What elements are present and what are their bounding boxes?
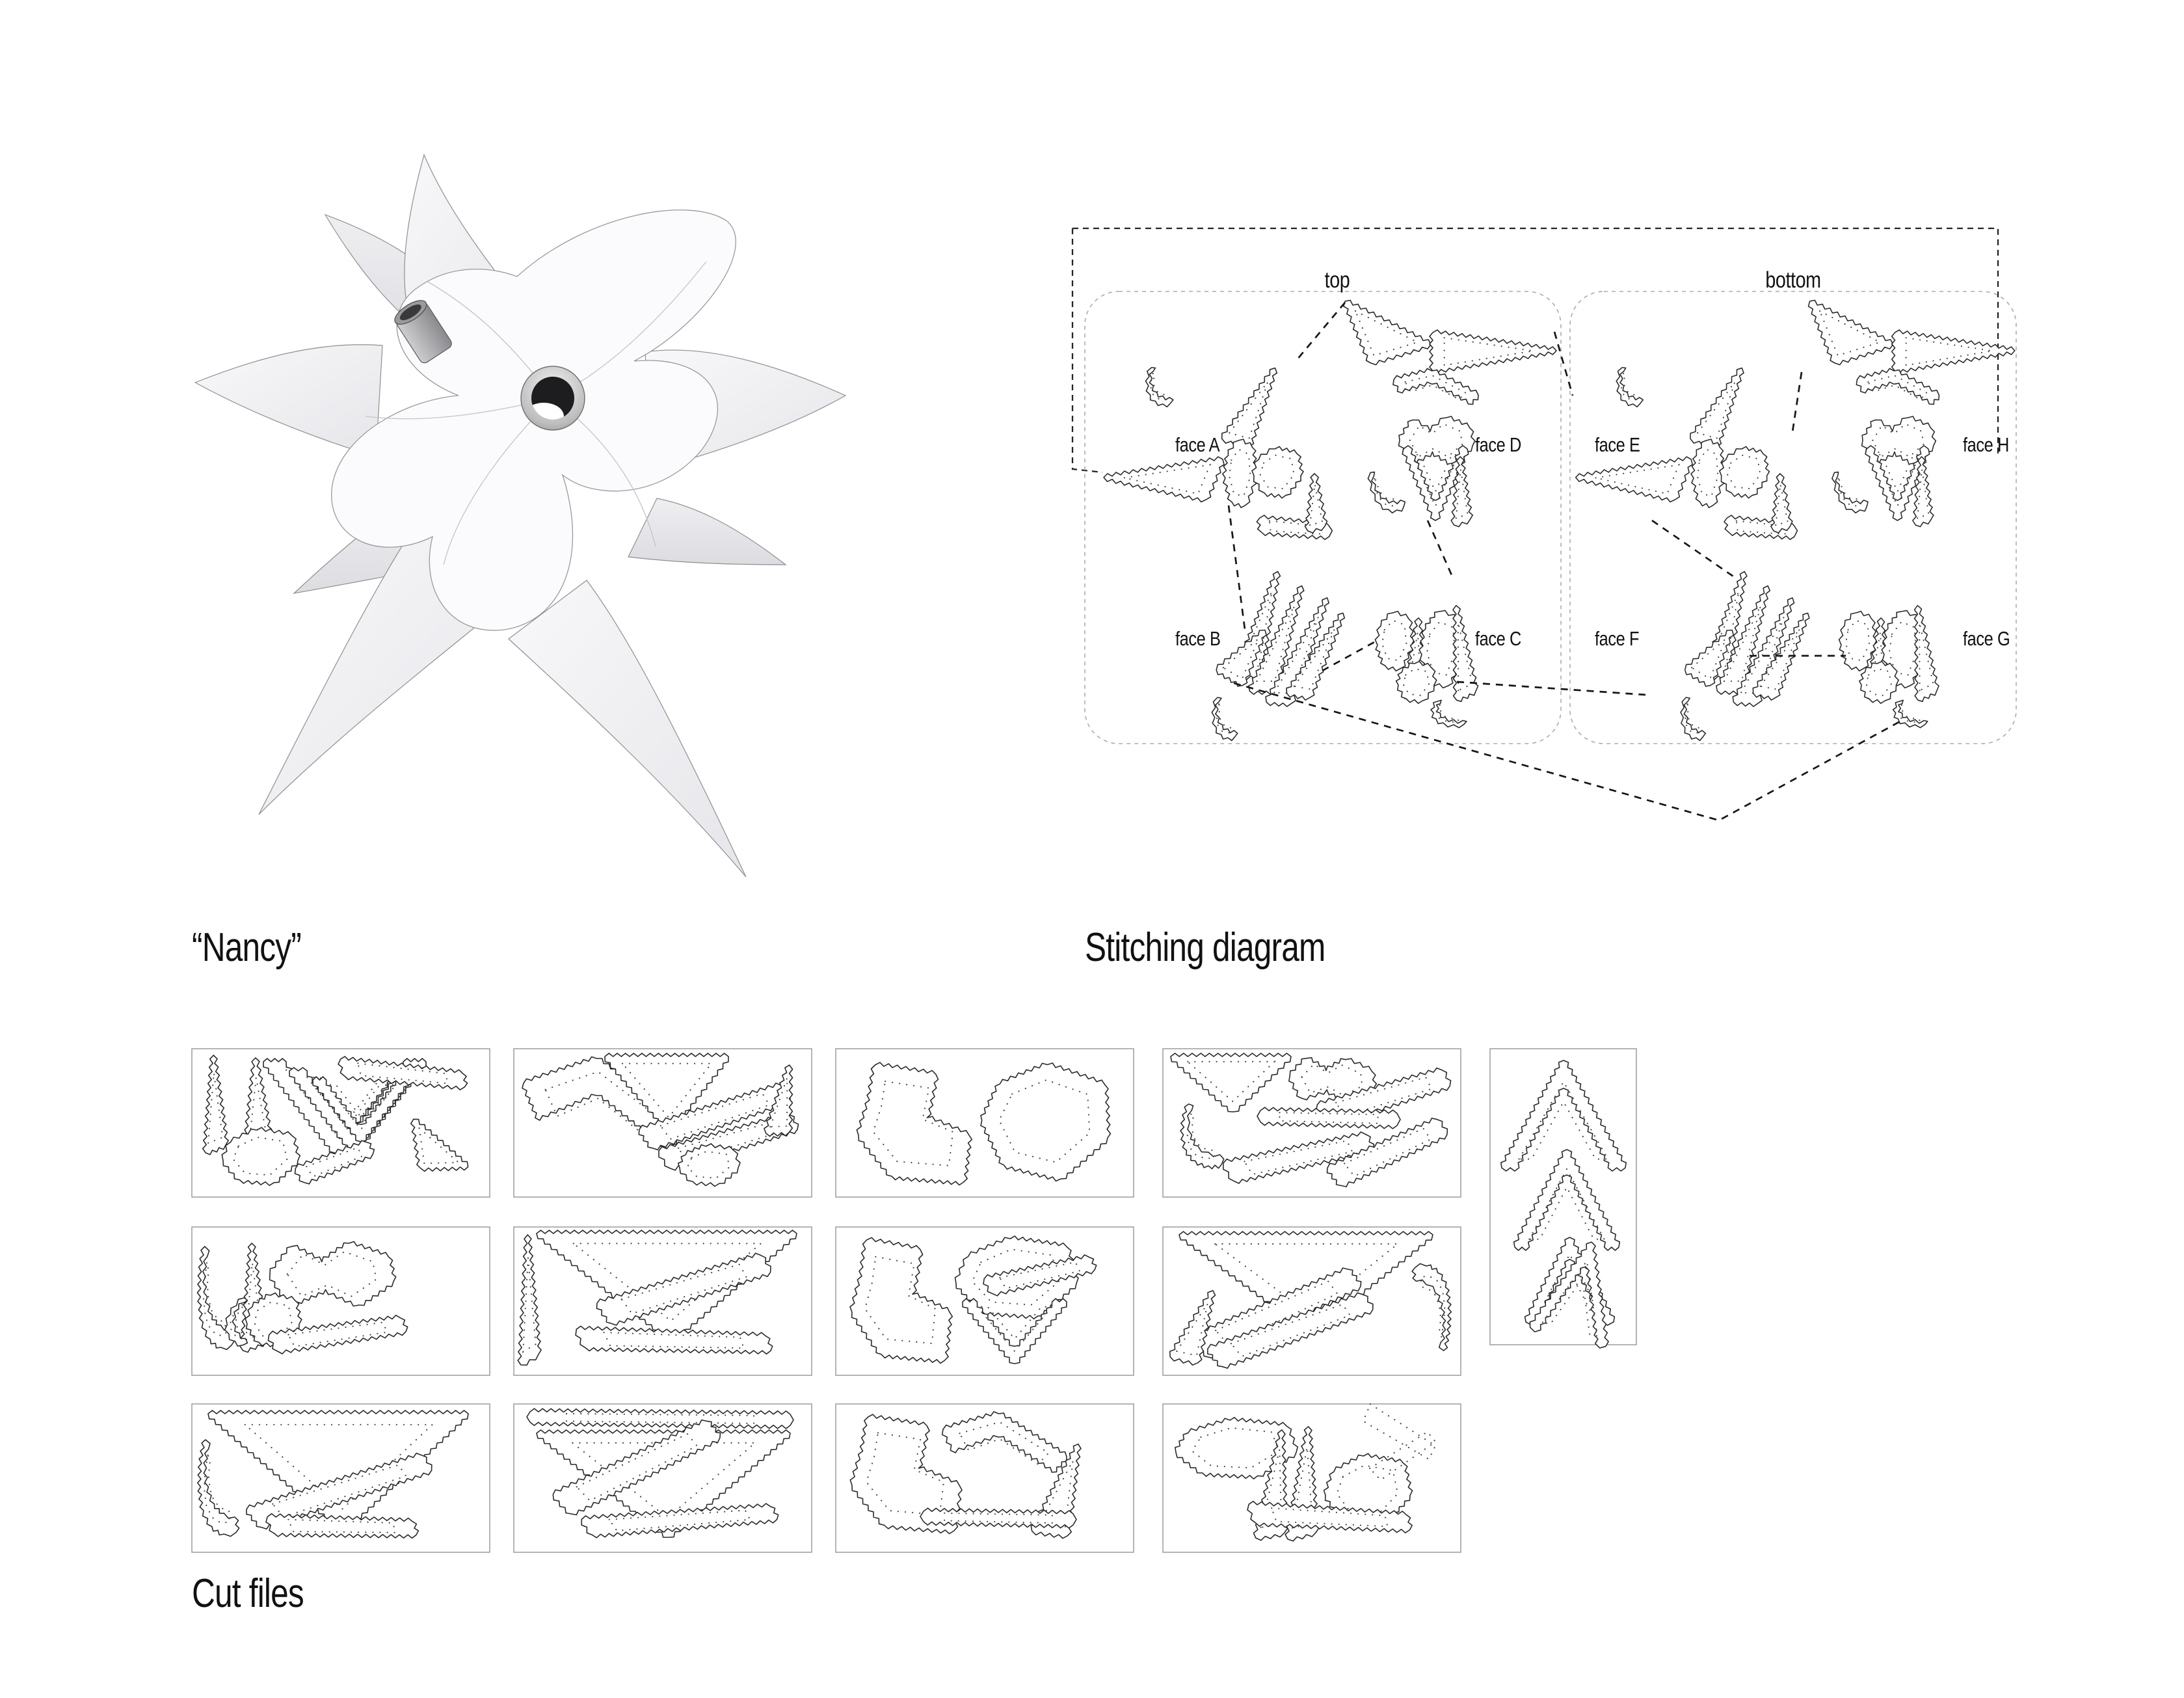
star-fold-right bbox=[628, 498, 786, 565]
pattern-piece bbox=[1430, 330, 1556, 373]
top-face-pieces bbox=[1104, 301, 1556, 741]
face-d-label: face D bbox=[1475, 433, 1521, 457]
nozzle bbox=[521, 366, 585, 430]
stitch-connector-line bbox=[1792, 372, 1802, 432]
face-f-label: face F bbox=[1595, 627, 1640, 651]
cut-file-panel-11 bbox=[514, 1404, 812, 1552]
cut-file-panel-13 bbox=[1163, 1404, 1461, 1552]
pattern-piece bbox=[1453, 606, 1478, 702]
cut-file-panel-12 bbox=[836, 1404, 1134, 1552]
nancy-3d-render bbox=[195, 155, 846, 877]
stitching-diagram-title: Stitching diagram bbox=[1085, 924, 1325, 970]
stitch-connector-line bbox=[1428, 520, 1452, 575]
face-e-label: face E bbox=[1595, 433, 1640, 457]
cut-files-grid bbox=[192, 1049, 1636, 1552]
cut-file-panel-1 bbox=[192, 1049, 490, 1197]
pattern-piece bbox=[1368, 472, 1405, 513]
pattern-piece bbox=[1222, 368, 1277, 448]
pattern-piece bbox=[1104, 457, 1224, 502]
stitch-connector-line bbox=[1297, 303, 1345, 360]
cut-file-panel-4 bbox=[1163, 1049, 1461, 1197]
cut-file-panel-3 bbox=[836, 1049, 1134, 1197]
cut-files-title: Cut files bbox=[192, 1570, 304, 1616]
star-spike-left bbox=[195, 345, 382, 457]
cut-file-panel-7 bbox=[514, 1227, 812, 1375]
stitch-connector-line bbox=[1554, 332, 1573, 396]
pattern-piece bbox=[1431, 700, 1467, 727]
model-title: “Nancy” bbox=[192, 924, 301, 970]
cut-file-panel-8 bbox=[836, 1227, 1134, 1375]
stitch-connector-line bbox=[1652, 520, 1735, 578]
cut-file-panel-6 bbox=[192, 1227, 490, 1375]
face-a-label: face A bbox=[1175, 433, 1220, 457]
stitch-connector-line bbox=[1229, 505, 1245, 634]
pattern-piece bbox=[1145, 368, 1173, 407]
bottom-group-label: bottom bbox=[1765, 267, 1821, 293]
face-h-label: face H bbox=[1963, 433, 2009, 457]
face-b-label: face B bbox=[1175, 627, 1221, 651]
face-c-label: face C bbox=[1475, 627, 1521, 651]
pattern-piece bbox=[1252, 446, 1303, 498]
cut-file-panel-5 bbox=[1490, 1049, 1636, 1348]
cut-file-panel-10 bbox=[192, 1404, 490, 1552]
face-g-label: face G bbox=[1963, 627, 2010, 651]
pattern-piece bbox=[1393, 369, 1478, 405]
pattern-piece bbox=[527, 1408, 793, 1429]
top-group-label: top bbox=[1324, 267, 1350, 293]
stitching-diagram bbox=[1072, 228, 2016, 820]
star-leg-right bbox=[509, 580, 746, 877]
stitch-connector-line bbox=[1234, 683, 1902, 820]
bottom-face-pieces bbox=[1576, 301, 2015, 741]
cut-file-panel-9 bbox=[1163, 1227, 1461, 1375]
cut-file-panel-2 bbox=[514, 1049, 812, 1197]
cut-file-panel-border bbox=[1490, 1049, 1636, 1345]
stitch-connector-line bbox=[1457, 682, 1645, 695]
stitch-connectors bbox=[1229, 303, 1902, 820]
pattern-piece bbox=[1212, 697, 1238, 740]
pattern-piece bbox=[1344, 301, 1431, 365]
